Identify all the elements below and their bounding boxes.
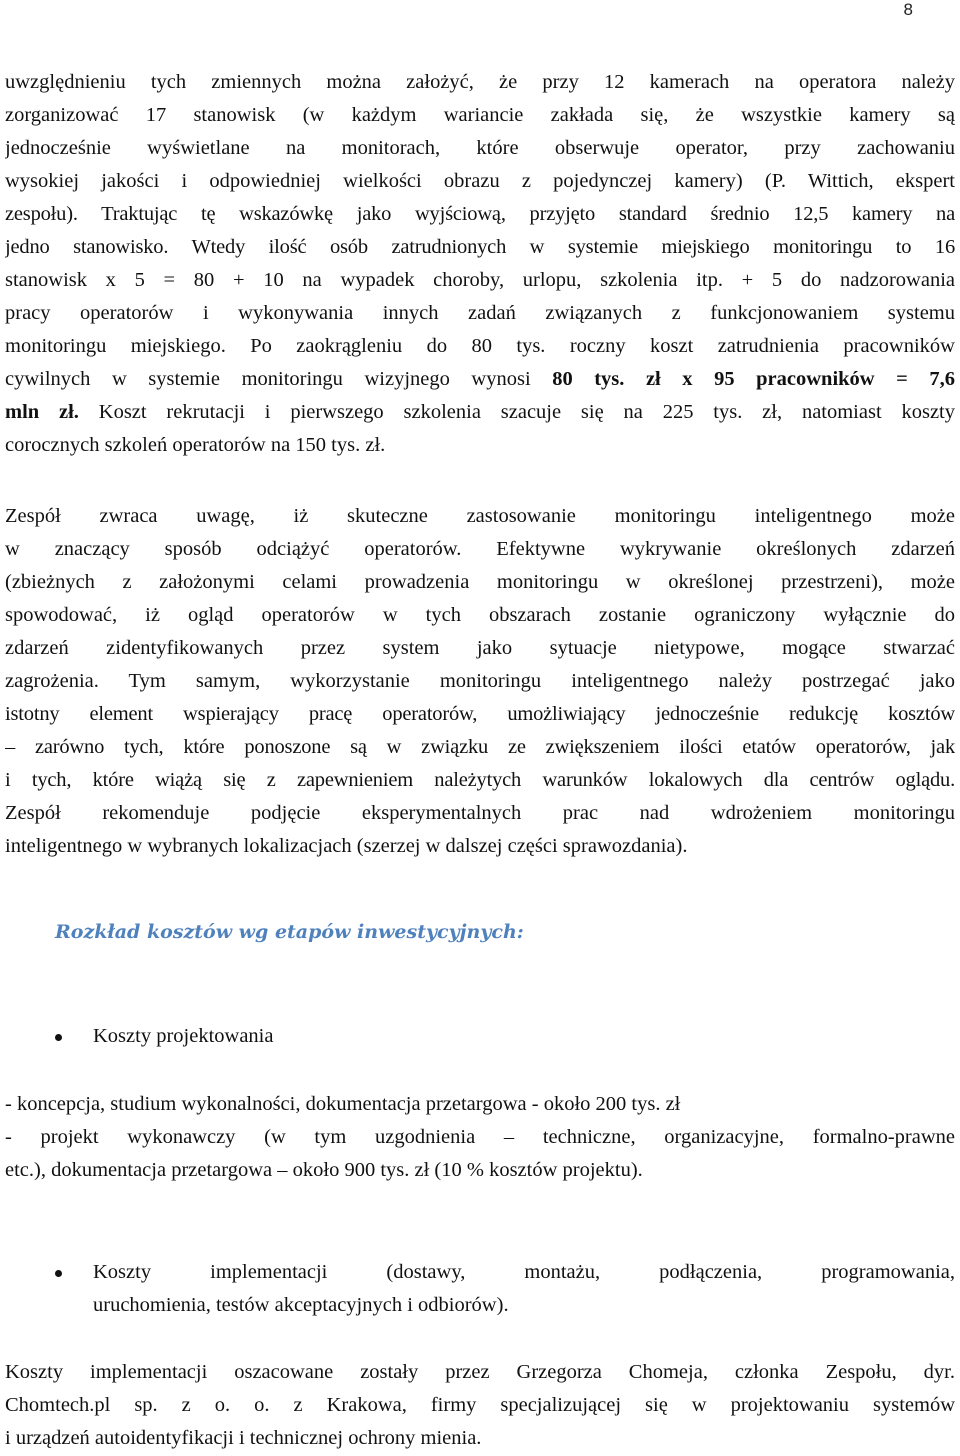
bullet-icon — [55, 1270, 62, 1277]
text-line — [5, 396, 955, 429]
bold-cost-text: mln zł. — [5, 401, 79, 423]
bullet-item-implementation-costs — [55, 1256, 955, 1322]
text-line: Koszty implementacji (dostawy, montażu, podłączenia, programowania, — [93, 1261, 955, 1283]
text-span: cywilnych w systemie monitoringu wizyjnego wynosi — [5, 368, 553, 390]
text-line: wysokiej jakości i odpowiedniej wielkości obrazu z pojedynczej kamery) (P. Wittich, ekspert — [5, 170, 955, 192]
text-span: Koszt rekrutacji i pierwszego szkolenia szacuje się na 225 tys. zł, natomiast koszty — [78, 401, 955, 423]
text-line: etc.), dokumentacja przetargowa – około 900 tys. zł (10 % kosztów projektu). — [5, 1159, 643, 1181]
section-heading: Rozkład kosztów wg etapów inwestycyjnych: — [55, 921, 524, 943]
text-line: jednocześnie wyświetlane na monitorach, które obserwuje operator, przy zachowaniu — [5, 137, 955, 159]
text-line: corocznych szkoleń operatorów na 150 tys. zł. — [5, 434, 386, 456]
text-line: – zarówno tych, które ponoszone są w związku ze zwiększeniem ilości etatów operatorów, jak — [5, 736, 955, 758]
text-line: Zespół zwraca uwagę, iż skuteczne zastosowanie monitoringu inteligentnego może — [5, 505, 955, 527]
bullet-icon — [55, 1034, 62, 1041]
paragraph-intelligent-monitoring — [5, 500, 955, 863]
paragraph-implementation-estimate — [5, 1356, 955, 1455]
text-line — [5, 363, 955, 396]
design-costs-list — [5, 1088, 955, 1187]
text-line: monitoringu miejskiego. Po zaokrągleniu do 80 tys. roczny koszt zatrudnienia pracowników — [5, 335, 955, 357]
text-line: zespołu). Traktując tę wskazówkę jako wyjściową, przyjęto standard średnio 12,5 kamery na — [5, 203, 955, 225]
text-line: jedno stanowisko. Wtedy ilość osób zatrudnionych w systemie miejskiego monitoringu to 16 — [5, 236, 955, 258]
text-line: istotny element wspierający pracę operatorów, umożliwiający jednocześnie redukcję kosztów — [5, 703, 955, 725]
bullet-text: Koszty projektowania — [93, 1025, 274, 1047]
text-line: stanowisk x 5 = 80 + 10 na wypadek choroby, urlopu, szkolenia itp. + 5 do nadzorowania — [5, 269, 955, 291]
text-line: zorganizować 17 stanowisk (w każdym wariancie zakłada się, że wszystkie kamery są — [5, 104, 955, 126]
text-line: i urządzeń autoidentyfikacji i technicznej ochrony mienia. — [5, 1427, 482, 1449]
page-number: 8 — [903, 0, 913, 19]
bold-cost-text: 80 tys. zł x 95 pracowników = 7,6 — [552, 368, 955, 390]
text-line: uruchomienia, testów akceptacyjnych i odbiorów). — [93, 1294, 509, 1316]
text-line: Chomtech.pl sp. z o. o. z Krakowa, firmy specjalizującej się w projektowaniu systemów — [5, 1394, 955, 1416]
text-line: pracy operatorów i wykonywania innych zadań związanych z funkcjonowaniem systemu — [5, 302, 955, 324]
text-line: Koszty implementacji oszacowane zostały przez Grzegorza Chomeja, członka Zespołu, dyr. — [5, 1361, 955, 1383]
bullet-item-design-costs — [55, 1020, 955, 1053]
text-line: w znaczący sposób odciążyć operatorów. Efektywne wykrywanie określonych zdarzeń — [5, 538, 955, 560]
text-line: zagrożenia. Tym samym, wykorzystanie monitoringu inteligentnego należy postrzegać jako — [5, 670, 955, 692]
paragraph-operator-costs — [5, 66, 955, 462]
text-line: uwzględnieniu tych zmiennych można założyć, że przy 12 kamerach na operatora należy — [5, 71, 955, 93]
text-line: Zespół rekomenduje podjęcie eksperymentalnych prac nad wdrożeniem monitoringu — [5, 802, 955, 824]
text-line: zdarzeń zidentyfikowanych przez system jako sytuacje nietypowe, mogące stwarzać — [5, 637, 955, 659]
text-line: - projekt wykonawczy (w tym uzgodnienia – techniczne, organizacyjne, formalno-prawne — [5, 1126, 955, 1148]
text-line: spowodować, iż ogląd operatorów w tych obszarach zostanie ograniczony wyłącznie do — [5, 604, 955, 626]
text-line: inteligentnego w wybranych lokalizacjach (szerzej w dalszej części sprawozdania). — [5, 835, 688, 857]
text-line: - koncepcja, studium wykonalności, dokumentacja przetargowa - około 200 tys. zł — [5, 1093, 681, 1115]
text-line: i tych, które wiążą się z zapewnieniem należytych warunków lokalowych dla centrów oglądu. — [5, 769, 955, 791]
bullet-text — [93, 1256, 955, 1322]
text-line: (zbieżnych z założonymi celami prowadzenia monitoringu w określonej przestrzeni), może — [5, 571, 955, 593]
